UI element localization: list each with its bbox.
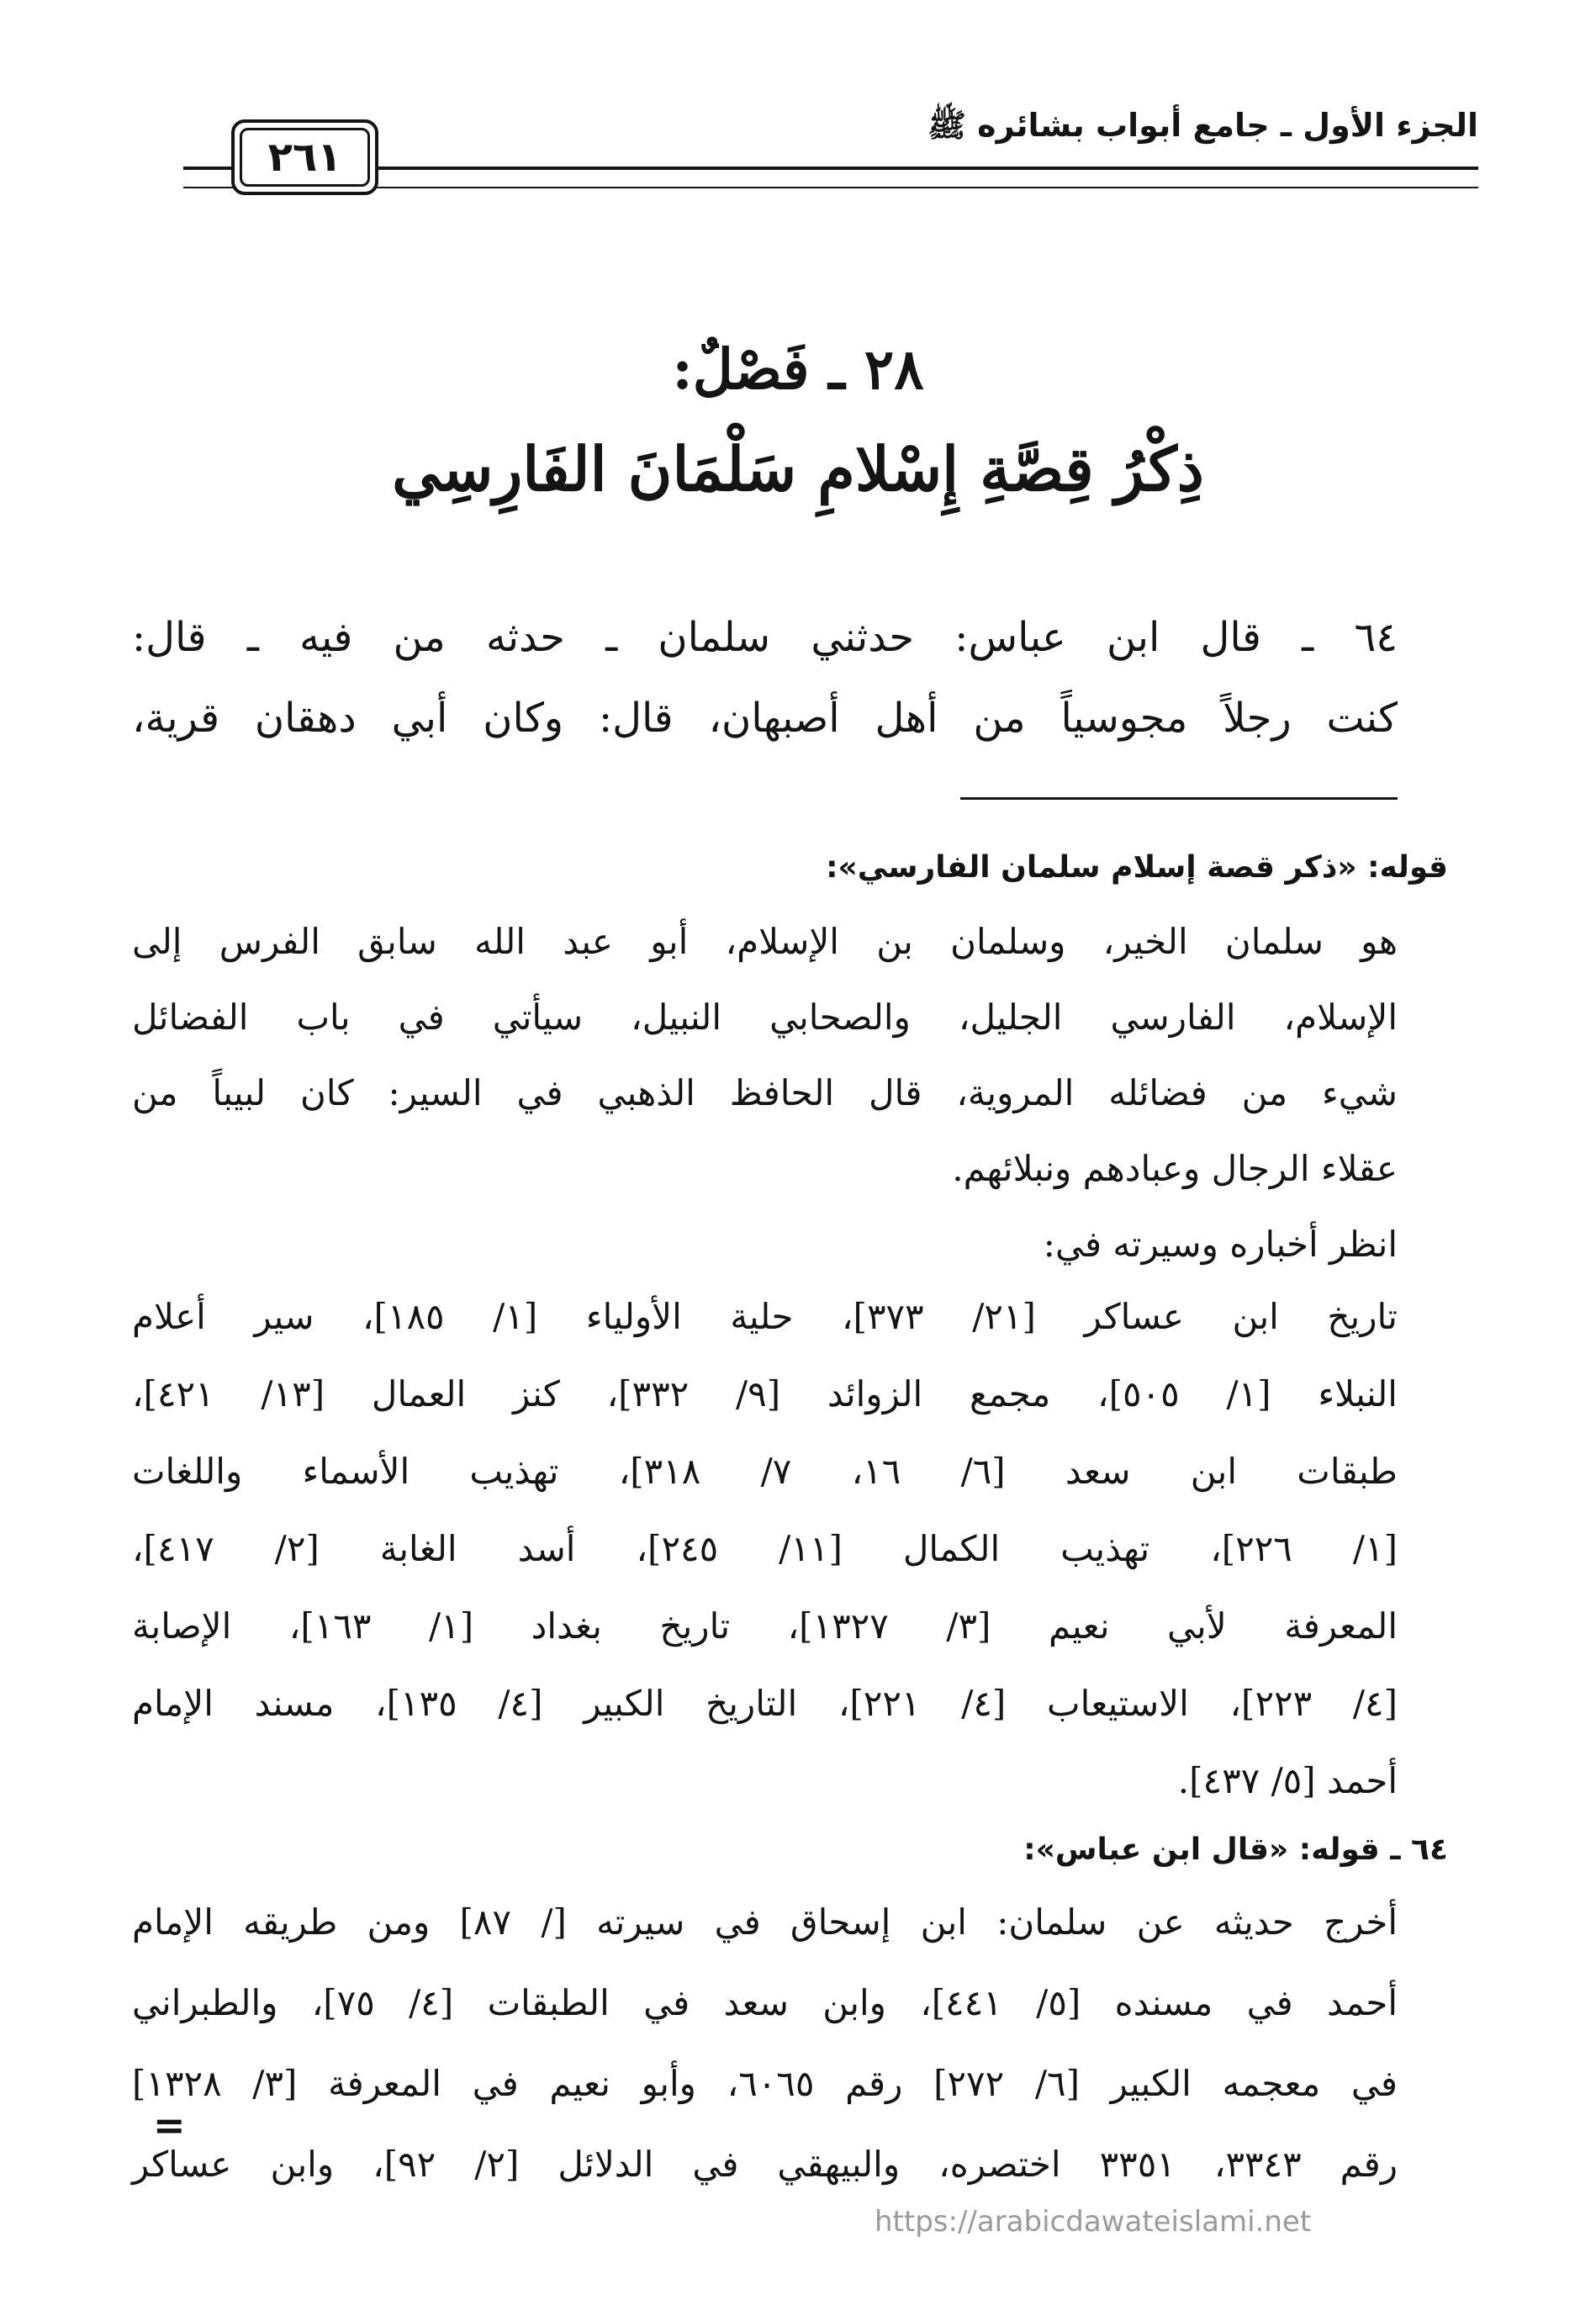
main-text-line: كنت رجلاً مجوسياً من أهل أصبهان، قال: وكان أبي دهقان قرية،: [132, 695, 1398, 742]
commentary-heading: ٦٤ ـ قوله: «قال ابن عباس»:: [1023, 1832, 1448, 1867]
takhrij-line: أخرج حديثه عن سلمان: ابن إسحاق في سيرته [/ ٨٧] ومن طريقه الإمام: [132, 1901, 1398, 1943]
takhrij-paragraph: [132, 1882, 1398, 2205]
biography-line: الإسلام، الفارسي الجليل، والصحابي النبيل، سيأتي في باب الفضائل: [132, 997, 1398, 1038]
commentary-heading: قوله: «ذكر قصة إسلام سلمان الفارسي»:: [826, 850, 1448, 885]
page-number-frame: [231, 119, 378, 195]
continuation-mark: =: [153, 2102, 186, 2148]
sources-line: النبلاء [١/ ٥٠٥]، مجمع الزوائد [٩/ ٣٣٢]، كنز العمال [١٣/ ٤٢١]،: [132, 1373, 1398, 1414]
footnote-separator: [960, 797, 1398, 800]
sources-line: تاريخ ابن عساكر [٢١/ ٣٧٣]، حلية الأولياء [١/ ١٨٥]، سير أعلام: [132, 1296, 1398, 1337]
sources-line: أحمد [٥/ ٤٣٧].: [1177, 1760, 1398, 1801]
biography-line: عقلاء الرجال وعبادهم ونبلائهم.: [952, 1148, 1398, 1189]
chapter-number: ٢٨ ـ فَصْلٌ:: [672, 336, 924, 402]
biography-line: شيء من فضائله المروية، قال الحافظ الذهبي في السير: كان لبيباً من: [132, 1072, 1398, 1113]
sources-line: طبقات ابن سعد [٦/ ١٦، ٧/ ٣١٨]، تهذيب الأسماء واللغات: [132, 1451, 1398, 1492]
page-number: ٢٦١: [240, 128, 370, 187]
sources-paragraph: [132, 1278, 1398, 1820]
sources-line: [١/ ٢٢٦]، تهذيب الكمال [١١/ ٢٤٥]، أسد الغابة [٢/ ٤١٧]،: [132, 1528, 1398, 1569]
takhrij-line: أحمد في مسنده [٥/ ٤٤١]، وابن سعد في الطبقات [٤/ ٧٥]، والطبراني: [132, 1982, 1398, 2023]
website-watermark: https://arabicdawateislami.net: [875, 2205, 1312, 2239]
biography-line: هو سلمان الخير، وسلمان بن الإسلام، أبو عبد الله سابق الفرس إلى: [132, 921, 1398, 962]
main-text-line: ٦٤ ـ قال ابن عباس: حدثني سلمان ـ حدثه من فيه ـ قال:: [132, 614, 1398, 661]
chapter-title: ذِكْرُ قِصَّةِ إِسْلامِ سَلْمَانَ الفَارِسِي: [392, 433, 1204, 505]
sources-intro: انظر أخباره وسيرته في:: [1043, 1224, 1398, 1265]
sources-line: المعرفة لأبي نعيم [٣/ ١٣٢٧]، تاريخ بغداد [١/ ١٦٣]، الإصابة: [132, 1605, 1398, 1647]
takhrij-line: رقم ٣٣٤٣، ٣٣٥١ اختصره، والبيهقي في الدلائل [٢/ ٩٢]، وابن عساكر: [132, 2144, 1398, 2185]
main-text: [132, 597, 1398, 759]
running-title: الجزء الأول ـ جامع أبواب بشائره ﷺ: [927, 107, 1478, 144]
biography-paragraph: [132, 904, 1398, 1282]
takhrij-line: في معجمه الكبير [٦/ ٢٧٢] رقم ٦٠٦٥، وأبو نعيم في المعرفة [٣/ ١٣٢٨]: [132, 2063, 1398, 2104]
sources-line: [٤/ ٢٢٣]، الاستيعاب [٤/ ٢٢١]، التاريخ الكبير [٤/ ١٣٥]، مسند الإمام: [132, 1683, 1398, 1724]
